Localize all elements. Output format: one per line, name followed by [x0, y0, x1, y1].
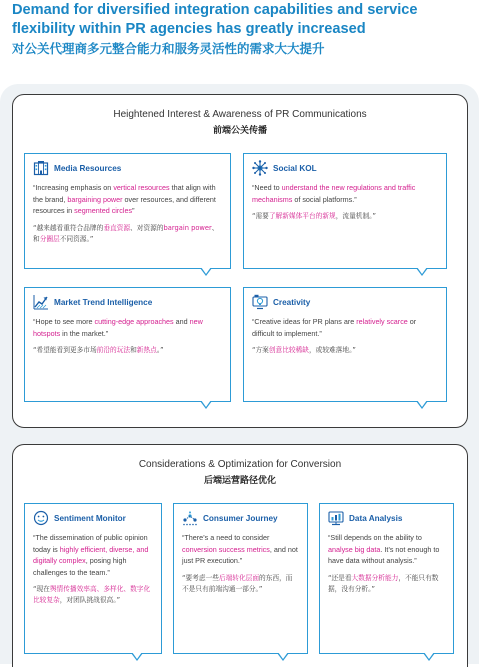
- quote-text: , posing high challenges to the team.”: [33, 556, 127, 577]
- page-title-zh: 对公关代理商多元整合能力和服务灵活性的需求大大提升: [12, 41, 325, 56]
- quote-en: [252, 182, 438, 205]
- highlighted-text: 后端转化层面: [218, 573, 260, 582]
- highlighted-text: highly efficient, diverse, and digitally complex: [33, 544, 149, 565]
- quote-text: 的东西，而不是只有前端沟通一部分。”: [182, 573, 293, 593]
- quote-text: or difficult to implement.”: [252, 317, 417, 338]
- quote-zh: [252, 345, 438, 356]
- quote-zh: [328, 573, 445, 595]
- highlighted-text: understand the new regulations and traffic mechanisms: [252, 183, 416, 204]
- title-line-1: Demand for diversified integration capabilities and service: [12, 2, 418, 18]
- highlighted-text: cutting-edge approaches: [94, 317, 174, 326]
- quote-text: 、对资源的: [130, 223, 164, 232]
- highlighted-text: 了解新媒体平台的新规: [268, 212, 336, 220]
- quote-zh: [33, 584, 153, 606]
- highlighted-text: 前沿的玩法: [96, 346, 131, 354]
- card-market-trend: [24, 287, 231, 402]
- quote-en: [33, 182, 222, 217]
- section-title-zh: 后端运营路径优化: [203, 476, 276, 486]
- quote-text: “Creative ideas for PR plans are: [252, 317, 357, 326]
- quote-text: that align with the brand,: [33, 183, 216, 204]
- section-title-zh: 前端公关传播: [212, 126, 267, 136]
- quote-zh: [182, 573, 299, 595]
- quote-text: “还是看: [328, 573, 352, 582]
- trend-icon: [33, 294, 49, 310]
- quote-text: “The dissemination of public opinion today is: [33, 533, 148, 554]
- quote-zh: [33, 223, 222, 245]
- card-title: Social KOL: [273, 163, 317, 173]
- highlighted-text: conversion success metrics: [182, 544, 270, 554]
- quote-en: [33, 532, 153, 578]
- card-title: Sentiment Monitor: [54, 513, 126, 523]
- journey-icon: [182, 510, 198, 526]
- quote-en: [33, 316, 222, 339]
- quote-en: [328, 532, 445, 567]
- quote-text: 不同资源。”: [59, 234, 94, 243]
- title-line-2: flexibility within PR agencies has greatly increased: [12, 21, 366, 37]
- highlighted-text: bargaining power: [67, 194, 123, 204]
- quote-text: “Need to: [252, 183, 282, 192]
- quote-text: over resources, and different resources in: [33, 194, 216, 215]
- sentiment-icon: [33, 510, 49, 526]
- highlighted-text: 舆情传播效率高、多样化、数字化比较复杂: [33, 585, 151, 604]
- highlighted-text: bargain power: [163, 223, 212, 232]
- quote-zh: [252, 211, 438, 222]
- section-pr-communications: [12, 94, 468, 428]
- highlighted-text: 分圈层: [39, 234, 60, 243]
- quote-text: “希望能看到更多市场: [33, 346, 97, 354]
- highlighted-text: vertical resources: [113, 183, 170, 192]
- highlighted-text: new hotspots: [33, 317, 203, 338]
- quote-text: “越来越看重符合品牌的: [33, 223, 104, 232]
- highlighted-text: analyse big data: [328, 544, 381, 554]
- page-header: [12, 0, 472, 58]
- section-conversion: [12, 444, 468, 667]
- lightbulb-icon: [252, 294, 268, 310]
- quote-text: ，或较难落地。”: [308, 346, 356, 354]
- quote-text: “方案: [252, 346, 269, 354]
- card-consumer-journey: [173, 503, 308, 654]
- quote-text: 。”: [156, 346, 164, 354]
- quote-text: “要考虑一些: [182, 573, 219, 582]
- highlighted-text: 创意比较稀缺: [268, 346, 309, 354]
- quote-text: “现在: [33, 585, 50, 593]
- quote-text: “Still depends on the ability to: [328, 533, 422, 542]
- quote-text: ”: [132, 206, 135, 215]
- card-social-kol: [243, 153, 447, 269]
- quote-text: ，对团队挑战很高。”: [59, 596, 121, 604]
- quote-text: 、和: [33, 223, 219, 243]
- quote-text: ，流量机制。”: [335, 212, 376, 220]
- card-title: Media Resources: [54, 163, 122, 173]
- quote-en: [252, 316, 438, 339]
- quote-text: and: [173, 317, 190, 326]
- card-data-analysis: [319, 503, 454, 654]
- highlighted-text: relatively scarce: [356, 317, 408, 326]
- page-title-en: [12, 1, 472, 39]
- quote-text: , and not just PR execution.”: [182, 544, 298, 565]
- card-media-resources: [24, 153, 231, 269]
- quote-text: “需要: [252, 212, 269, 220]
- quote-text: “Increasing emphasis on: [33, 183, 114, 192]
- card-title: Consumer Journey: [203, 513, 278, 523]
- quote-text: of social platforms.”: [292, 194, 357, 204]
- quote-text: . It’s not enough to have data without analysis.”: [328, 544, 440, 565]
- card-title: Data Analysis: [349, 513, 403, 523]
- data-icon: [328, 510, 344, 526]
- highlighted-text: segmented circles: [74, 206, 133, 215]
- card-sentiment-monitor: [24, 503, 162, 654]
- network-icon: [252, 160, 268, 176]
- card-title: Market Trend Intelligence: [54, 297, 153, 307]
- quote-text: ，不能只有数据，没有分析。”: [328, 573, 439, 593]
- building-icon: [33, 160, 49, 176]
- quote-text: “Hope to see more: [33, 317, 95, 326]
- quote-text: 和: [130, 346, 137, 354]
- quote-zh: [33, 345, 222, 356]
- quote-text: “There’s a need to consider: [182, 533, 270, 542]
- section-title-en: Considerations & Optimization for Conversion: [138, 459, 342, 470]
- highlighted-text: 新热点: [136, 346, 157, 354]
- quote-text: in the market.”: [60, 328, 109, 338]
- section-title-en: Heightened Interest & Awareness of PR Communications: [113, 109, 367, 120]
- highlighted-text: 垂直资源: [103, 223, 131, 232]
- quote-en: [182, 532, 299, 567]
- card-title: Creativity: [273, 297, 311, 307]
- highlighted-text: 大数据分析能力: [351, 573, 399, 582]
- card-creativity: [243, 287, 447, 402]
